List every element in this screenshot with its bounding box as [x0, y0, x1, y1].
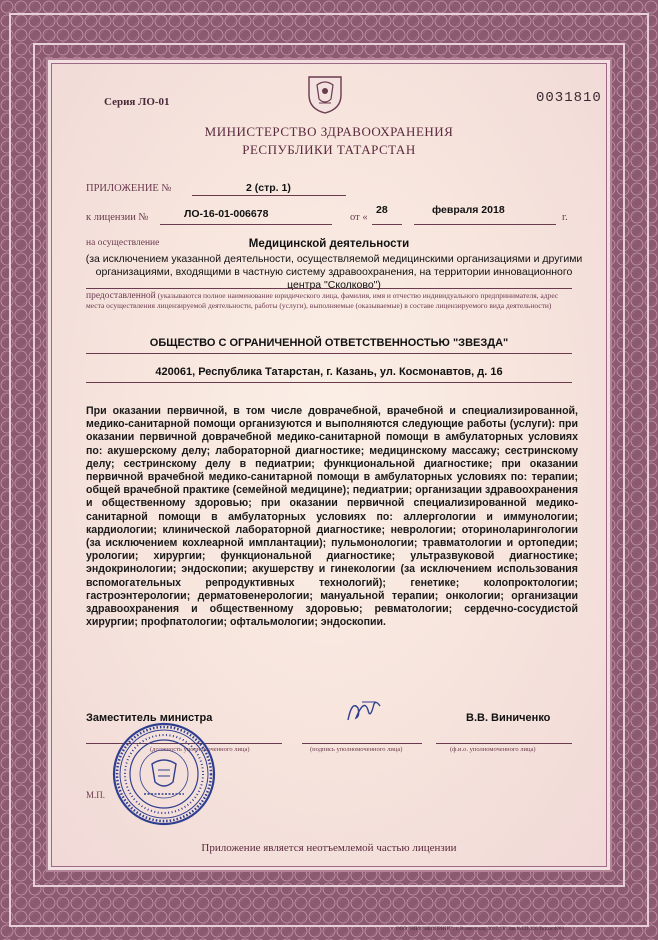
provided-note: (указываются полное наименование юридического лица, фамилия, имя и отчество индивидуального предпринимателя, адрес места осуществления лицензируемой деятельности, работы (услуги), выполняемые (оказываемые) в составе лицензируемого вида деятельности)	[86, 291, 559, 310]
provided-block	[86, 291, 572, 311]
activity-prefix: на осуществление	[86, 238, 160, 248]
address-underline	[86, 382, 572, 383]
caption-position: (должность уполномоченного лица)	[150, 746, 250, 753]
activity-title: Медицинской деятельности	[248, 238, 410, 250]
printer-imprint: ООО "НПО "НЕОПРИНТ", г. Всеволожск, 2017, "Б" Зак.№СП-226 Тираж 4000	[396, 927, 564, 932]
mp-label: М.П.	[86, 790, 106, 800]
license-number-underline	[160, 224, 332, 225]
license-month-year: февраля 2018	[432, 204, 505, 216]
appendix-underline	[192, 195, 346, 196]
license-year-suffix: г.	[562, 212, 568, 223]
license-number: ЛО-16-01-006678	[184, 208, 269, 220]
activity-underline	[86, 288, 572, 289]
appendix-value: 2 (стр. 1)	[246, 182, 291, 194]
ministry-title-line1: МИНИСТЕРСТВО ЗДРАВООХРАНЕНИЯ	[204, 124, 454, 139]
activity-subtitle: (за исключением указанной деятельности, осуществляемой медицинскими организациями и другими организациями, входящими в частную систему здравоохранения, на территории инновационного центра "Сколково")	[85, 253, 583, 291]
organization-address: 420061, Республика Татарстан, г. Казань, ул. Космонавтов, д. 16	[155, 366, 503, 378]
appendix-label: ПРИЛОЖЕНИЕ №	[86, 183, 172, 194]
form-number: 0031810	[536, 90, 602, 106]
series-label: Серия ЛО-01	[104, 96, 170, 108]
footer-note: Приложение является неотъемлемой частью лицензии	[201, 842, 457, 854]
coat-of-arms-icon	[305, 73, 345, 115]
signer-position: Заместитель министра	[86, 712, 213, 724]
license-label: к лицензии №	[86, 212, 149, 223]
official-seal-stamp	[110, 720, 218, 828]
caption-name: (ф.и.о. уполномоченного лица)	[450, 746, 536, 753]
name-underline	[436, 743, 572, 744]
signature-underline	[302, 743, 422, 744]
services-text: При оказании первичной, в том числе доврачебной, врачебной и специализированной, медико-санитарной помощи организуются и выполняются следующие работы (услуги): при оказании первичной доврачебной медико-санитарной помощи в амбулаторных условиях по: акушерскому делу; лабораторной диагностике; медицинскому массажу; сестринскому делу; сестринскому делу в педиатрии; функциональной диагностике; при оказании первичной врачебной медико-санитарной помощи в амбулаторных условиях по: терапии; общей врачебной практике (семейной медицине); педиатрии; организации здравоохранения и общественному здоровью; при оказании первичной специализированной медико-санитарной помощи в амбулаторных условиях по: аллергологии и иммунологии; кардиологии; клинической лабораторной диагностике; неврологии; оториноларингологии (за исключением кохлеарной имплантации); пульмонологии; травматологии и ортопедии; урологии; хирургии; функциональной диагностике; ультразвуковой диагностике; эндокринологии; эндоскопии; акушерству и гинекологии (за исключением использования вспомогательных репродуктивных технологий); генетике; колопроктологии; гастроэнтерологии; дерматовенерологии; мануальной терапии; онкологии; организации здравоохранения и общественному здоровью; ревматологии; сердечно-сосудистой хирургии; профпатологии; офтальмологии; эндоскопии.	[86, 405, 578, 629]
license-from-label: от «	[350, 212, 368, 223]
caption-signature: (подпись уполномоченного лица)	[310, 746, 403, 753]
handwritten-signature	[342, 696, 386, 726]
signer-name: В.В. Виниченко	[466, 712, 551, 724]
license-day-underline	[372, 224, 402, 225]
organization-name: ОБЩЕСТВО С ОГРАНИЧЕННОЙ ОТВЕТСТВЕННОСТЬЮ "ЗВЕЗДА"	[149, 337, 509, 349]
license-day: 28	[376, 204, 388, 216]
license-month-underline	[414, 224, 556, 225]
provided-label: предоставленной	[86, 291, 156, 301]
ministry-title-line2: РЕСПУБЛИКИ ТАТАРСТАН	[242, 142, 416, 157]
organization-underline	[86, 353, 572, 354]
